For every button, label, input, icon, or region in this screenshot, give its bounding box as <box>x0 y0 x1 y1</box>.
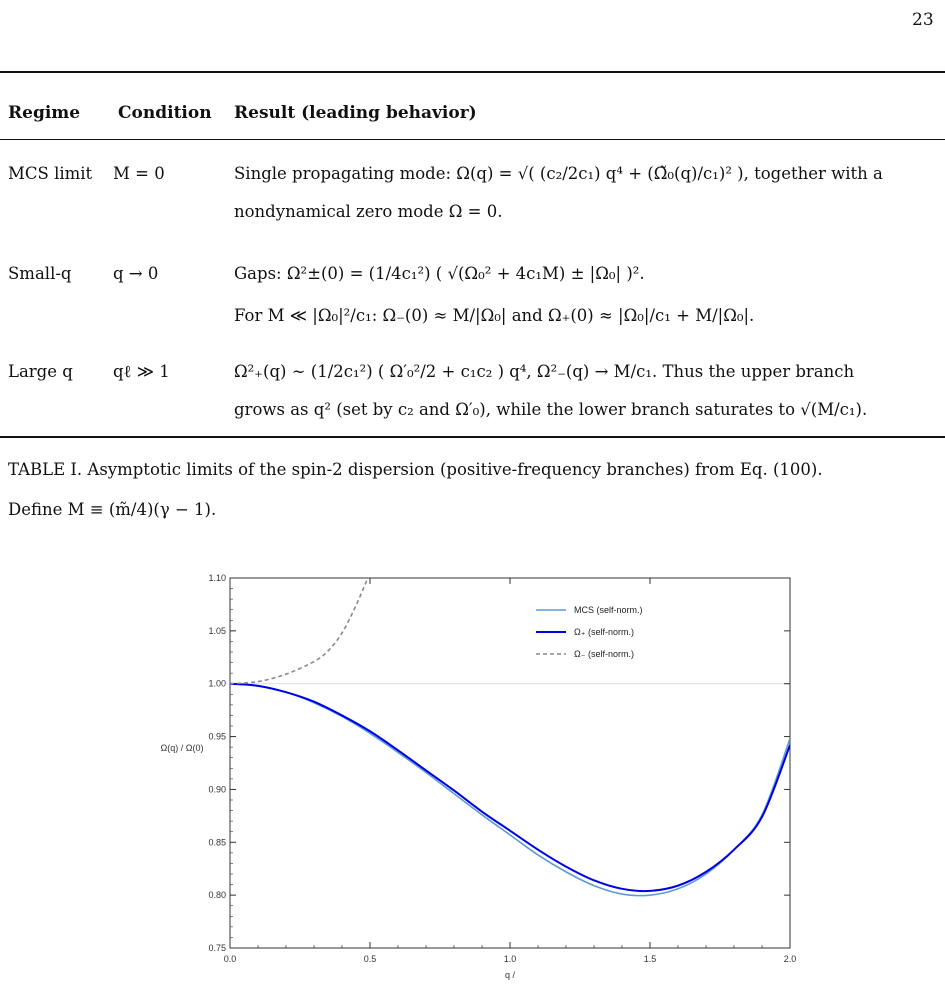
x-tick-label: 1.0 <box>503 954 517 964</box>
row-largeq-result-line1: Ω²₊(q) ∼ (1/2c₁²) ( Ω′₀²/2 + c₁c₂ ) q⁴, Ω²₋(q) → M/c₁. Thus the upper branch <box>234 362 855 381</box>
row-smallq-result-line2: For M ≪ |Ω₀|²/c₁: Ω₋(0) ≈ M/|Ω₀| and Ω₊(0) ≈ |Ω₀|/c₁ + M/|Ω₀|. <box>234 306 755 325</box>
x-tick-label: 2.0 <box>783 954 797 964</box>
x-tick-label: 0.5 <box>363 954 377 964</box>
row-smallq-regime: Small-q <box>8 264 72 283</box>
y-tick-label: 0.90 <box>208 784 226 795</box>
row-smallq-condition: q → 0 <box>113 264 159 283</box>
table-caption-line2: Define M ≡ (m̃/4)(γ − 1). <box>8 500 217 519</box>
y-tick-label: 0.75 <box>208 943 226 953</box>
y-tick-label: 1.00 <box>208 678 226 689</box>
table-bottom-rule <box>0 436 945 438</box>
y-axis-label: Ω(q) / Ω(0) <box>160 743 204 753</box>
row-mcs-regime: MCS limit <box>8 164 93 183</box>
header-result: Result (leading behavior) <box>234 103 477 123</box>
row-mcs-condition: M = 0 <box>113 164 165 183</box>
series-line-0 <box>230 684 790 896</box>
legend-label-2: Ω₋ (self-norm.) <box>574 649 634 659</box>
table-top-rule <box>0 71 945 73</box>
row-smallq-result-line1: Gaps: Ω²±(0) = (1/4c₁²) ( √(Ω₀² + 4c₁M) ± |Ω₀| )². <box>234 264 645 283</box>
row-largeq-condition: qℓ ≫ 1 <box>113 362 170 381</box>
row-mcs-result-line1: Single propagating mode: Ω(q) = √( (c₂/2c₁) q⁴ + (Ω̃₀(q)/c₁)² ), together with a <box>234 164 883 183</box>
y-tick-label: 1.10 <box>208 573 226 583</box>
page-number: 23 <box>912 10 934 30</box>
y-tick-label: 0.85 <box>208 837 226 848</box>
header-regime: Regime <box>8 103 81 123</box>
x-tick-label: 1.5 <box>643 954 657 964</box>
series-line-2 <box>230 573 370 684</box>
x-tick-label: 0.0 <box>223 954 237 964</box>
row-mcs-result-line2: nondynamical zero mode Ω = 0. <box>234 202 503 221</box>
table-caption-line1: TABLE I. Asymptotic limits of the spin-2 dispersion (positive-frequency branches) from Eq. (100). <box>8 460 823 479</box>
row-largeq-result-line2: grows as q² (set by c₂ and Ω′₀), while the lower branch saturates to √(M/c₁). <box>234 400 868 419</box>
legend-label-1: Ω₊ (self-norm.) <box>574 627 634 637</box>
table-header-rule <box>0 139 945 140</box>
plot-frame <box>230 578 790 948</box>
y-tick-label: 1.05 <box>208 625 226 636</box>
legend-label-0: MCS (self-norm.) <box>574 605 643 615</box>
x-axis-label: q / <box>504 970 516 980</box>
row-largeq-regime: Large q <box>8 362 73 381</box>
header-condition: Condition <box>118 103 212 123</box>
y-tick-label: 0.80 <box>208 890 226 901</box>
dispersion-chart <box>130 560 810 980</box>
series-line-1 <box>230 684 790 891</box>
y-tick-label: 0.95 <box>208 731 226 742</box>
